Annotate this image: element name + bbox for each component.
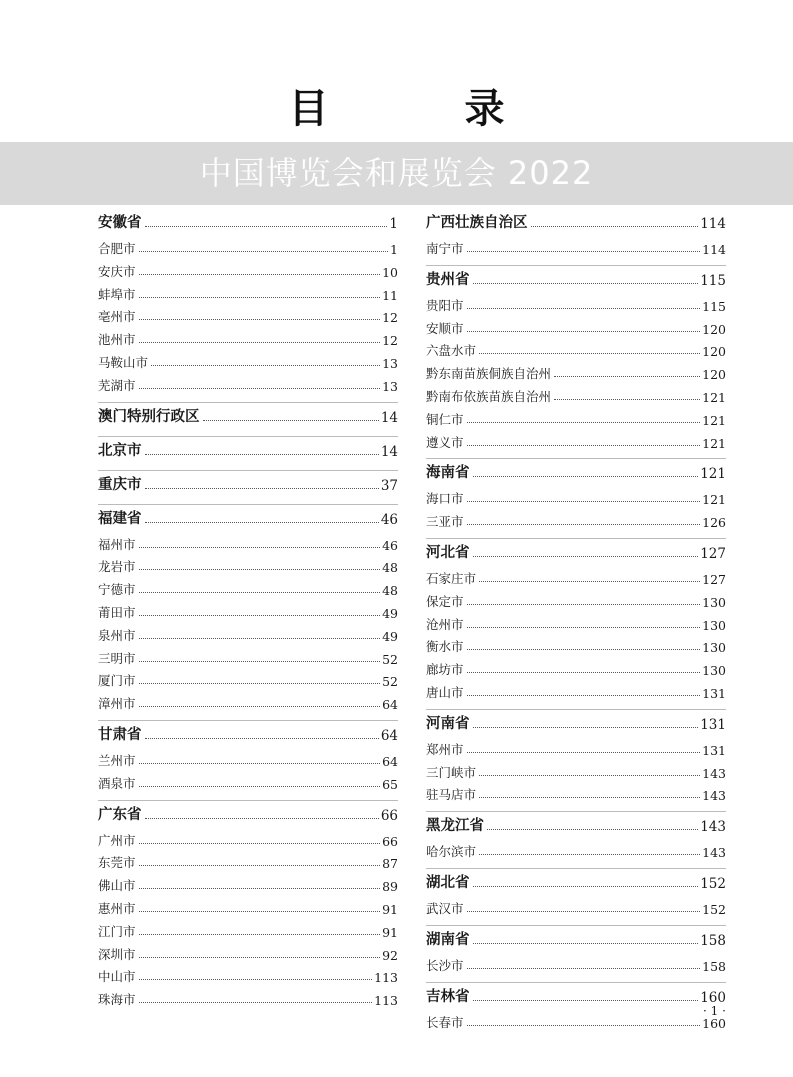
entry-name: 郑州市 [426,741,464,757]
dot-leader [467,331,701,332]
entry-page-number: 48 [382,560,398,576]
toc-province-entry [426,870,726,892]
entry-name: 石家庄市 [426,571,477,586]
entry-page-number: 49 [382,606,398,621]
toc-city-entry [426,485,726,507]
entry-page-number: 65 [382,776,398,792]
entry-page-number: 121 [700,466,726,483]
entry-page-number: 13 [382,378,398,394]
dot-leader [139,615,381,616]
entry-name: 安庆市 [98,263,136,279]
entry-page-number: 52 [382,651,398,667]
toc-city-entry [426,633,726,655]
toc-city-entry [426,781,726,803]
toc-city-entry [98,645,398,667]
dot-leader [139,934,381,935]
toc-city-entry [426,292,726,314]
toc-city-entry [426,611,726,633]
dot-leader [467,422,701,423]
entry-name: 东莞市 [98,855,136,871]
dot-leader [139,274,381,275]
entry-name: 兰州市 [98,753,136,768]
entry-name: 北京市 [98,442,142,459]
entry-page-number: 114 [700,216,726,232]
entry-name: 重庆市 [98,476,142,493]
toc-city-entry [426,406,726,428]
entry-name: 亳州市 [98,309,136,325]
entry-page-number: 46 [380,511,398,528]
entry-name: 贵州省 [426,271,470,288]
entry-name: 保定市 [426,593,464,609]
entry-page-number: 121 [702,390,726,405]
entry-name: 唐山市 [426,685,464,700]
entry-name: 合肥市 [98,241,136,256]
entry-page-number: 1 [389,216,398,232]
dot-leader [467,968,701,969]
dot-leader [473,727,699,728]
entry-page-number: 64 [382,754,398,769]
toc-city-entry [98,895,398,917]
banner-title: 中国博览会和展览会 2022 [199,154,594,192]
entry-name: 三门峡市 [426,764,477,780]
entry-name: 湖北省 [426,875,470,891]
entry-page-number: 158 [702,958,726,974]
entry-page-number: 49 [382,628,398,644]
entry-name: 河北省 [426,545,470,561]
entry-name: 佛山市 [98,878,136,894]
entry-page-number: 143 [700,819,726,836]
entry-page-number: 143 [702,788,726,804]
entry-page-number: 130 [702,663,726,679]
entry-page-number: 115 [700,272,726,289]
entry-page-number: 114 [702,242,726,257]
entry-page-number: 48 [382,583,398,599]
dot-leader [139,888,381,889]
toc-province-entry [426,813,726,835]
entry-page-number: 89 [382,879,398,895]
dot-leader [467,752,701,753]
title-banner [0,142,793,205]
toc-city-entry [98,553,398,575]
toc-city-entry [426,1009,726,1031]
dot-leader [473,476,699,477]
dot-leader [139,342,381,343]
toc-city-entry [98,576,398,598]
toc-city-entry [426,736,726,758]
entry-page-number: 13 [382,356,398,371]
entry-name: 漳州市 [98,696,136,712]
toc-city-entry [98,281,398,303]
entry-name: 六盘水市 [426,343,477,359]
entry-page-number: 143 [702,845,726,861]
entry-page-number: 115 [702,298,726,314]
entry-name: 衡水市 [426,639,464,655]
entry-page-number: 121 [702,435,726,451]
entry-name: 珠海市 [98,992,136,1008]
dot-leader [139,638,381,639]
entry-page-number: 120 [702,367,726,383]
toc-province-entry [426,267,726,289]
entry-name: 哈尔滨市 [426,844,477,860]
dot-leader [467,524,701,525]
dot-leader [554,399,700,400]
entry-page-number: 66 [380,807,398,824]
entry-name: 龙岩市 [98,559,136,575]
entry-page-number: 37 [380,477,398,494]
dot-leader [139,786,381,787]
dot-leader [139,763,381,764]
entry-page-number: 130 [702,594,726,610]
entry-name: 福建省 [98,510,142,527]
entry-page-number: 12 [382,310,398,326]
dot-leader [467,445,701,446]
entry-name: 黔南布依族苗族自治州 [426,389,552,404]
dot-leader [139,592,381,593]
dot-leader [473,886,699,887]
dot-leader [479,854,700,855]
entry-name: 蚌埠市 [98,286,136,302]
dot-leader [139,251,389,252]
page-number: · 1 · [703,1004,726,1018]
entry-name: 池州市 [98,332,136,348]
entry-page-number: 127 [700,546,726,562]
dot-leader [139,297,381,298]
entry-page-number: 113 [374,970,398,986]
entry-page-number: 121 [702,412,726,428]
toc-city-entry [98,986,398,1008]
entry-page-number: 127 [702,572,726,587]
toc-city-entry [426,895,726,917]
dot-leader [145,454,379,455]
toc-province-entry [98,210,398,232]
entry-page-number: 46 [382,537,398,553]
dot-leader [467,627,701,628]
dot-leader [139,865,381,866]
toc-city-entry [426,588,726,610]
dot-leader [145,738,379,739]
entry-page-number: 64 [382,697,398,713]
entry-page-number: 130 [702,617,726,633]
toc-city-entry [426,508,726,530]
toc-city-entry [98,622,398,644]
toc-city-entry [98,690,398,712]
entry-page-number: 120 [702,344,726,360]
dot-leader [139,319,381,320]
toc-province-entry [426,460,726,482]
toc-city-entry [426,952,726,974]
dot-leader [479,581,700,582]
entry-page-number: 91 [382,924,398,940]
entry-name: 甘肃省 [98,727,142,743]
toc-city-entry [98,849,398,871]
toc-city-entry [98,599,398,621]
entry-name: 福州市 [98,536,136,552]
toc-city-entry [98,872,398,894]
entry-page-number: 14 [380,443,398,460]
entry-page-number: 66 [382,833,398,849]
entry-name: 贵阳市 [426,297,464,313]
toc-province-entry [98,438,398,460]
entry-name: 广州市 [98,832,136,848]
toc-province-entry [426,711,726,733]
dot-leader [467,501,701,502]
entry-page-number: 10 [382,264,398,280]
dot-leader [139,843,381,844]
entry-name: 黔东南苗族侗族自治州 [426,366,552,382]
toc-city-entry [98,235,398,257]
toc-city-entry [98,372,398,394]
toc-province-entry [426,210,726,232]
toc-city-entry [98,667,398,689]
entry-name: 长春市 [426,1014,464,1030]
dot-leader [467,1025,701,1026]
dot-leader [479,353,700,354]
toc-city-entry [426,679,726,701]
dot-leader [139,569,381,570]
entry-page-number: 14 [380,409,398,426]
entry-page-number: 113 [374,993,398,1009]
entry-page-number: 143 [702,765,726,781]
entry-page-number: 52 [382,674,398,690]
toc-city-entry [98,258,398,280]
dot-leader [554,376,700,377]
entry-page-number: 152 [700,876,726,892]
entry-name: 酒泉市 [98,775,136,791]
dot-leader [145,226,388,227]
entry-name: 武汉市 [426,901,464,916]
entry-name: 长沙市 [426,957,464,973]
entry-page-number: 92 [382,947,398,963]
dot-leader [139,957,381,958]
dot-leader [139,683,381,684]
dot-leader [479,797,700,798]
dot-leader [139,547,381,548]
entry-name: 惠州市 [98,901,136,916]
toc-city-entry [98,747,398,769]
dot-leader [467,308,701,309]
entry-name: 泉州市 [98,627,136,643]
toc-city-entry [426,315,726,337]
entry-name: 澳门特别行政区 [98,408,200,425]
toc-province-entry [98,472,398,494]
entry-name: 吉林省 [426,988,470,1005]
dot-leader [151,365,380,366]
dot-leader [531,226,699,227]
entry-name: 马鞍山市 [98,355,149,370]
entry-page-number: 160 [700,989,726,1006]
dot-leader [467,695,701,696]
entry-page-number: 1 [390,242,398,257]
entry-page-number: 131 [700,716,726,733]
entry-page-number: 91 [382,902,398,917]
dot-leader [467,649,701,650]
toc-province-entry [98,722,398,744]
entry-page-number: 64 [380,728,398,744]
entry-name: 广西壮族自治区 [426,215,528,231]
toc-city-entry [426,656,726,678]
dot-leader [139,979,373,980]
dot-leader [139,388,381,389]
toc-city-entry [426,759,726,781]
entry-page-number: 131 [702,686,726,701]
entry-name: 厦门市 [98,673,136,689]
entry-name: 芜湖市 [98,377,136,393]
toc-city-entry [98,963,398,985]
entry-name: 三亚市 [426,514,464,530]
toc-city-entry [98,531,398,553]
entry-page-number: 130 [702,640,726,656]
entry-name: 湖南省 [426,931,470,948]
toc-city-entry [426,565,726,587]
toc-province-entry [98,506,398,528]
entry-name: 遵义市 [426,434,464,450]
entry-name: 海口市 [426,491,464,507]
entry-name: 深圳市 [98,946,136,962]
dot-leader [473,556,699,557]
entry-name: 广东省 [98,806,142,823]
toc-city-entry [98,827,398,849]
toc-province-entry [426,927,726,949]
entry-page-number: 152 [702,902,726,917]
toc-province-entry [426,540,726,562]
toc-city-entry [98,349,398,371]
dot-leader [139,706,381,707]
entry-name: 驻马店市 [426,787,477,803]
toc-city-entry [426,235,726,257]
entry-name: 铜仁市 [426,411,464,427]
toc-city-entry [426,429,726,451]
dot-leader [139,661,381,662]
entry-page-number: 160 [702,1015,726,1031]
entry-page-number: 158 [700,932,726,949]
entry-name: 莆田市 [98,605,136,620]
toc-city-entry [98,941,398,963]
toc-city-entry [426,337,726,359]
page-title: 目 录 [288,86,553,132]
dot-leader [145,522,379,523]
dot-leader [139,911,381,912]
toc-province-entry [426,984,726,1006]
entry-page-number: 121 [702,492,726,508]
entry-name: 安徽省 [98,215,142,231]
toc-city-entry [426,360,726,382]
dot-leader [467,911,701,912]
toc-city-entry [98,326,398,348]
entry-page-number: 87 [382,856,398,872]
toc-city-entry [426,838,726,860]
entry-page-number: 12 [382,333,398,349]
toc-city-entry [98,303,398,325]
toc-province-entry [98,802,398,824]
entry-name: 中山市 [98,969,136,985]
toc-province-entry [98,404,398,426]
toc-city-entry [98,918,398,940]
entry-name: 安顺市 [426,320,464,336]
entry-name: 南宁市 [426,241,464,256]
entry-name: 宁德市 [98,582,136,598]
dot-leader [473,283,699,284]
dot-leader [473,943,699,944]
entry-name: 河南省 [426,715,470,732]
entry-name: 三明市 [98,650,136,666]
dot-leader [467,251,701,252]
dot-leader [145,488,379,489]
entry-page-number: 126 [702,515,726,531]
entry-name: 廊坊市 [426,662,464,678]
entry-page-number: 131 [702,742,726,758]
entry-name: 沧州市 [426,616,464,632]
entry-page-number: 120 [702,321,726,337]
dot-leader [203,420,379,421]
dot-leader [473,1000,699,1001]
dot-leader [487,829,698,830]
dot-leader [479,775,700,776]
dot-leader [145,818,379,819]
toc-city-entry [98,770,398,792]
dot-leader [139,1002,373,1003]
entry-name: 江门市 [98,923,136,939]
toc-city-entry [426,383,726,405]
entry-name: 黑龙江省 [426,818,484,835]
entry-page-number: 11 [382,287,398,303]
dot-leader [467,604,701,605]
entry-name: 海南省 [426,465,470,482]
dot-leader [467,672,701,673]
